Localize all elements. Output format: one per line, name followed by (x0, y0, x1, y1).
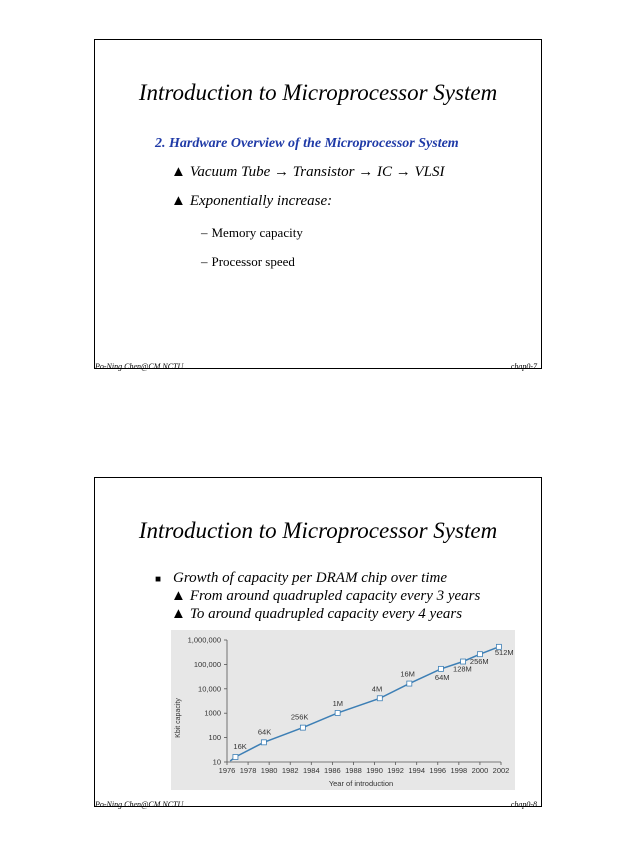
footer-author: Po-Ning Chen@CM.NCTU (95, 362, 184, 371)
data-label: 128M (453, 664, 472, 674)
slide-title: Introduction to Microprocessor System (138, 518, 498, 543)
bullet-item (171, 193, 332, 210)
dash-bullet-icon: – (201, 225, 208, 240)
x-tick-label: 2000 (471, 766, 489, 775)
dash-bullet-icon: – (201, 254, 208, 269)
x-tick-label: 1986 (324, 766, 341, 775)
dram-capacity-chart (171, 630, 515, 790)
data-point (233, 755, 238, 760)
x-tick-label: 1994 (408, 766, 426, 775)
data-point (438, 666, 443, 671)
x-tick-label: 1992 (387, 766, 404, 775)
x-tick-label: 2002 (492, 766, 510, 775)
main-bullet-text: Growth of capacity per DRAM chip over time (173, 570, 448, 586)
bullet-item (171, 606, 462, 623)
bullet-text: Vacuum Tube → Transistor → IC → VLSI (189, 164, 445, 180)
arrow-bullet-icon: ▲ (171, 193, 186, 209)
bullet-text: Exponentially increase: (189, 193, 333, 209)
y-tick-label: 10,000 (198, 684, 221, 694)
square-bullet-icon: ■ (155, 574, 162, 585)
section-heading: 2. Hardware Overview of the Microprocessor System (155, 136, 459, 151)
data-point (261, 740, 266, 745)
y-axis-label: Kbit capacity (175, 698, 182, 738)
data-label: 16M (400, 669, 415, 679)
footer-page: chap0-7 (510, 362, 537, 371)
sub-bullet-item (201, 225, 303, 241)
bullet-item (171, 588, 480, 605)
data-label: 256K (290, 712, 309, 722)
data-label: 256M (469, 657, 489, 667)
footer-page: chap0-8 (510, 800, 537, 809)
arrow-bullet-icon: ▲ (171, 606, 186, 622)
bullet-text: From around quadrupled capacity every 3 years (189, 588, 481, 604)
data-point (377, 696, 382, 701)
footer-author: Po-Ning Chen@CM.NCTU (95, 800, 184, 809)
data-label: 4M (371, 684, 383, 694)
x-tick-label: 1990 (366, 766, 383, 775)
data-label: 64M (434, 672, 450, 682)
data-label: 512M (494, 647, 514, 657)
sub-bullet-text: Processor speed (211, 254, 295, 269)
x-axis-label: Year of introduction (328, 779, 394, 788)
data-point (477, 652, 482, 657)
x-tick-label: 1980 (260, 766, 278, 775)
y-tick-label: 10 (212, 757, 221, 767)
slide-title: Introduction to Microprocessor System (138, 80, 498, 105)
y-tick-label: 1,000,000 (187, 635, 221, 645)
data-point (407, 681, 412, 686)
y-tick-label: 100 (208, 733, 221, 743)
y-tick-label: 100,000 (193, 659, 221, 669)
data-point (461, 659, 466, 664)
x-tick-label: 1988 (345, 766, 362, 775)
sub-bullet-text: Memory capacity (211, 225, 303, 240)
x-tick-label: 1998 (450, 766, 468, 775)
data-label: 1M (332, 698, 344, 708)
data-label: 64K (257, 727, 272, 737)
y-tick-label: 1000 (204, 708, 221, 718)
arrow-bullet-icon: ▲ (171, 588, 186, 604)
data-point (300, 725, 305, 730)
bullet-item (171, 164, 444, 181)
arrow-bullet-icon: ▲ (171, 164, 186, 180)
slide-chap0-8 (94, 477, 542, 807)
x-tick-label: 1984 (302, 766, 320, 775)
x-tick-label: 1982 (281, 766, 299, 775)
x-tick-label: 1976 (218, 766, 236, 775)
data-label: 16K (233, 742, 247, 752)
main-bullet (155, 570, 447, 587)
slide-chap0-7 (94, 39, 542, 369)
x-tick-label: 1978 (239, 766, 257, 775)
x-tick-label: 1996 (429, 766, 447, 775)
sub-bullet-item (201, 254, 295, 270)
bullet-text: To around quadrupled capacity every 4 years (189, 606, 463, 622)
data-point (335, 710, 340, 715)
